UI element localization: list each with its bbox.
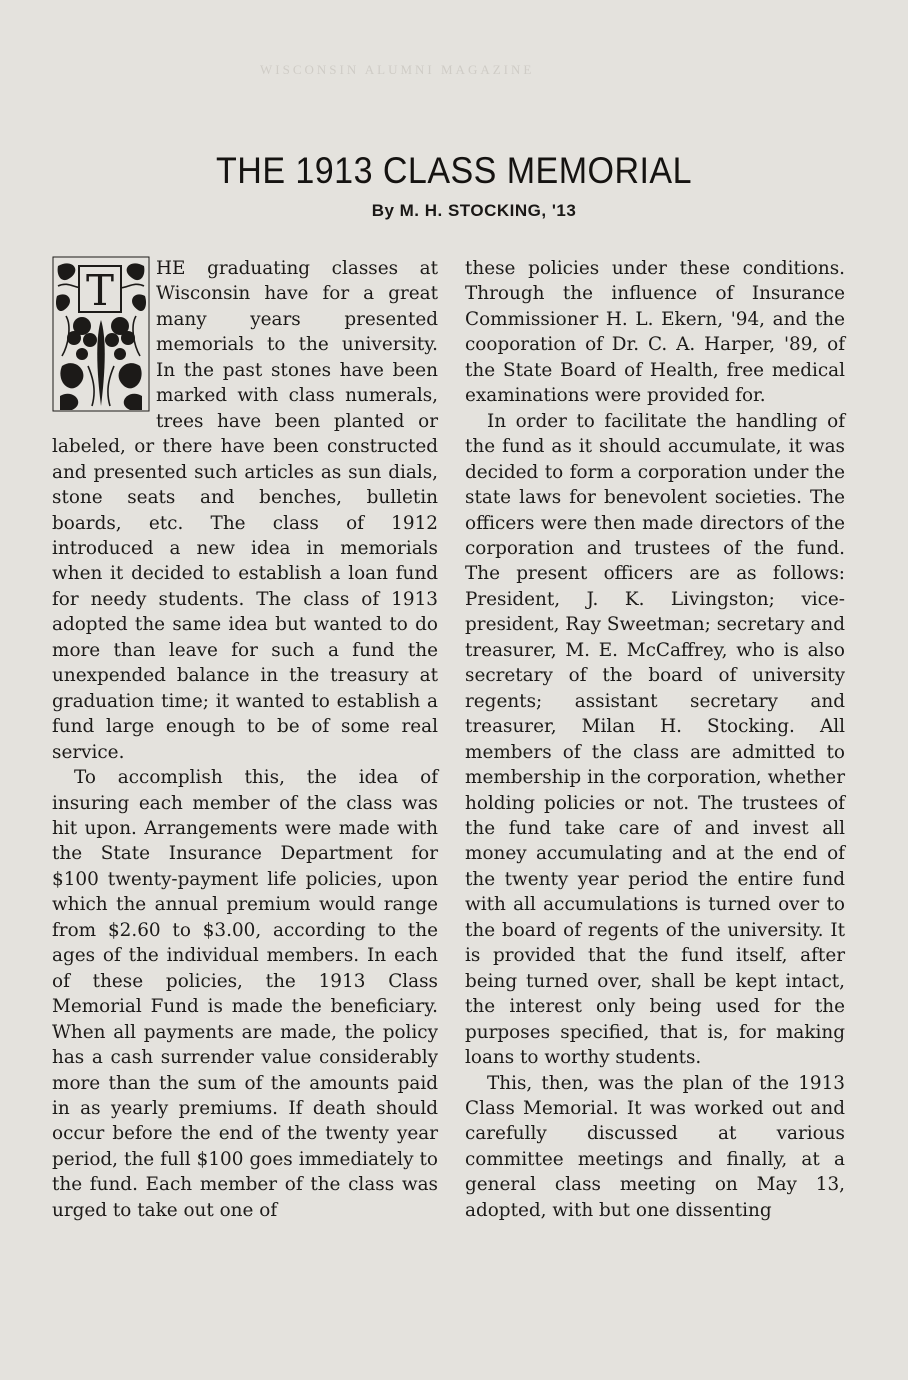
paragraph-5: This, then, was the plan of the 1913 Class Memorial. It was worked out and carefully discussed at various committee meetings and finally, at a general class meeting on May 13, adopted, with but one dissenting (465, 1072, 845, 1221)
paragraph-2: To accomplish this, the idea of insuring each member of the class was hit upon. Arrangements were made with the State Insurance Department for $100 twenty-payment life policies, upon which the annual premium would range from $2.60 to $3.00, according to the ages of the individual members. In each of these policies, the 1913 Class Memorial Fund is made the beneficiary. When all payments are made, the policy has a cash surrender value considerably more than the sum of the amounts paid in as yearly premiums. If death should occur before the end of the twenty year period, the full $100 goes immediately to the fund. Each member of the class was urged to take out one of (52, 767, 438, 1221)
right-column (465, 256, 845, 1223)
paragraph-1-text: HE graduating classes at Wisconsin have for a great many years presented memorials to the university. In the past stones have been marked with class numerals, trees have been planted or labeled, or there have been constructed and presented such articles as sun dials, stone seats and benches, bulletin boards, etc. The class of 1912 introduced a new idea in memorials when it decided to establish a loan fund for needy students. The class of 1913 adopted the same idea but wanted to do more than leave for such a fund the unexpended balance in the treasury at graduation time; it wanted to establish a fund large enough to be of some real service. (52, 258, 438, 763)
drop-cap-letter: T (85, 266, 115, 315)
paragraph-4: In order to facilitate the handling of the fund as it should accumulate, it was decided to form a corporation under the state laws for benevolent societies. The officers were then made directors of the corporation and trustees of the fund. The present officers are as follows: President, J. K. Livingston; vice-president, Ray Sweetman; secretary and treasurer, M. E. McCaffrey, who is also secretary of the board of university regents; assistant secretary and treasurer, Milan H. Stocking. All members of the class are admitted to membership in the corporation, whether holding policies or not. The trustees of the fund take care of and invest all money accumulating and at the end of the twenty year period the entire fund with all accumulations is turned over to the board of regents of the university. It is provided that the fund itself, after being turned over, shall be kept intact, the interest only being used for the purposes specified, that is, for making loans to worthy students. (465, 410, 845, 1069)
left-column (52, 256, 438, 1223)
bleed-through-running-head: WISCONSIN ALUMNI MAGAZINE (260, 62, 535, 77)
paragraph-3: these policies under these conditions. Through the influence of Insurance Commissioner H. L. Ekern, '94, and the cooporation of Dr. C. A. Harper, '89, of the State Board of Health, free medical examinations were provided for. (465, 258, 845, 407)
article-title: THE 1913 CLASS MEMORIAL (216, 150, 692, 191)
paragraph-1 (52, 256, 438, 765)
ornamental-initial-icon (52, 256, 150, 412)
article-byline: By M. H. STOCKING, '13 (371, 201, 577, 220)
